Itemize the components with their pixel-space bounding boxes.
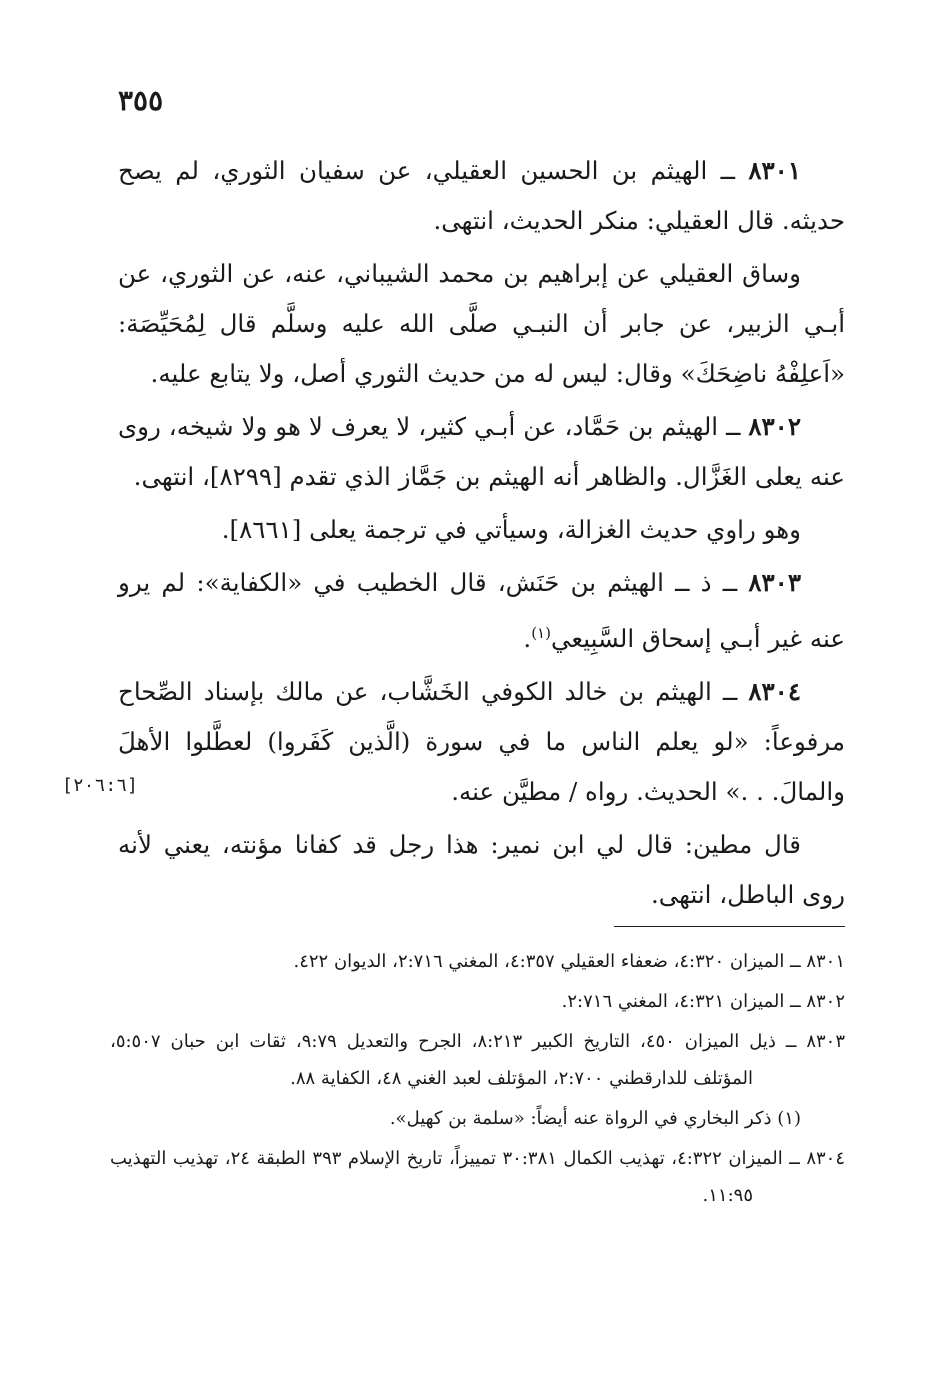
paragraph <box>118 249 845 399</box>
entry-number: ٨٣٠١ <box>748 156 801 185</box>
paragraph <box>118 505 845 555</box>
manuscript-folio-ref: [٢٠٦:٦] <box>62 775 138 796</box>
entry-text-end: . <box>523 624 532 654</box>
entry-text: وساق العقيلي عن إبراهيم بن محمد الشيباني، عنه، عن الثوري، عن أبـي الزبير، عن جابر أن النبـي صلَّى الله عليه وسلَّم قال لِمُحَيِّصَة: «اَعلِفْهُ ناضِحَكَ» وقال: ليس له من حديث الثوري أصل، ولا يتابع عليه. <box>118 259 845 388</box>
source-note: ٨٣٠٣ ــ ذيل الميزان ٤٥٠، التاريخ الكبير ٨:٢١٣، الجرح والتعديل ٩:٧٩، ثقات ابن حبان ٥:٥٠٧، المؤتلف للدارقطني ٢:٧٠٠، المؤتلف لعبد الغني ٤٨، الكفاية ٨٨. <box>110 1031 846 1089</box>
entry-number: ٨٣٠٢ <box>748 412 801 441</box>
footnote-separator <box>614 926 845 927</box>
page-number: ٣٥٥ <box>118 84 164 117</box>
main-text <box>118 146 845 923</box>
entry-8304 <box>118 667 845 817</box>
source-note: ٨٣٠١ ــ الميزان ٤:٣٢٠، ضعفاء العقيلي ٤:٣٥٧، المغني ٢:٧١٦، الديوان ٤٢٢. <box>293 951 845 972</box>
footnote-marker: (١) <box>531 624 551 642</box>
entry-number: ٨٣٠٤ <box>748 677 801 707</box>
footnote: (١) ذكر البخاري في الرواة عنه أيضاً: «سلمة بن كهيل». <box>389 1108 801 1129</box>
entry-text: قال مطين: قال لي ابن نمير: هذا رجل قد كفانا مؤنته، يعني لأنه روى الباطل، انتهى. <box>118 830 845 910</box>
entry-text: وهو راوي حديث الغزالة، وسيأتي في ترجمة يعلى [٨٦٦١]. <box>221 515 801 544</box>
entry-8303 <box>118 558 845 664</box>
entry-text: ــ الهيثم بن الحسين العقيلي، عن سفيان الثوري، لم يصح حديثه. قال العقيلي: منكر الحديث، انتهى. <box>118 156 845 235</box>
entry-text: ــ الهيثم بن حَمَّاد، عن أبـي كثير، لا يعرف لا هو ولا شيخه، روى عنه يعلى الغَزَّال. والظاهر أنه الهيثم بن جَمَّاز الذي تقدم [٨٢٩٩]، انتهى. <box>118 412 845 491</box>
entry-number: ٨٣٠٣ <box>748 568 801 597</box>
source-note: ٨٣٠٢ ــ الميزان ٤:٣٢١، المغني ٢:٧١٦. <box>561 991 845 1012</box>
entry-text: ــ ذ ــ الهيثم بن حَنَش، قال الخطيب في «الكفاية»: لم يرو عنه غير أبـي إسحاق السَّبِيعي <box>118 568 845 654</box>
footnotes <box>110 943 845 1217</box>
paragraph <box>118 820 845 920</box>
entry-text: ــ الهيثم بن خالد الكوفي الخَشَّاب، عن مالك بإسناد الصِّحاح مرفوعاً: «لو يعلم الناس ما في سورة (الَّذين كَفَروا) لعطَّلوا الأهلَ والمالَ. . .» الحديث. رواه / مطيَّن عنه. <box>118 677 845 807</box>
source-note: ٨٣٠٤ ــ الميزان ٤:٣٢٢، تهذيب الكمال ٣٠:٣٨١ تمييزاً، تاريخ الإسلام ٣٩٣ الطبقة ٢٤، تهذيب التهذيب ١١:٩٥. <box>110 1148 846 1206</box>
entry-8301 <box>118 146 845 246</box>
entry-8302 <box>118 402 845 502</box>
